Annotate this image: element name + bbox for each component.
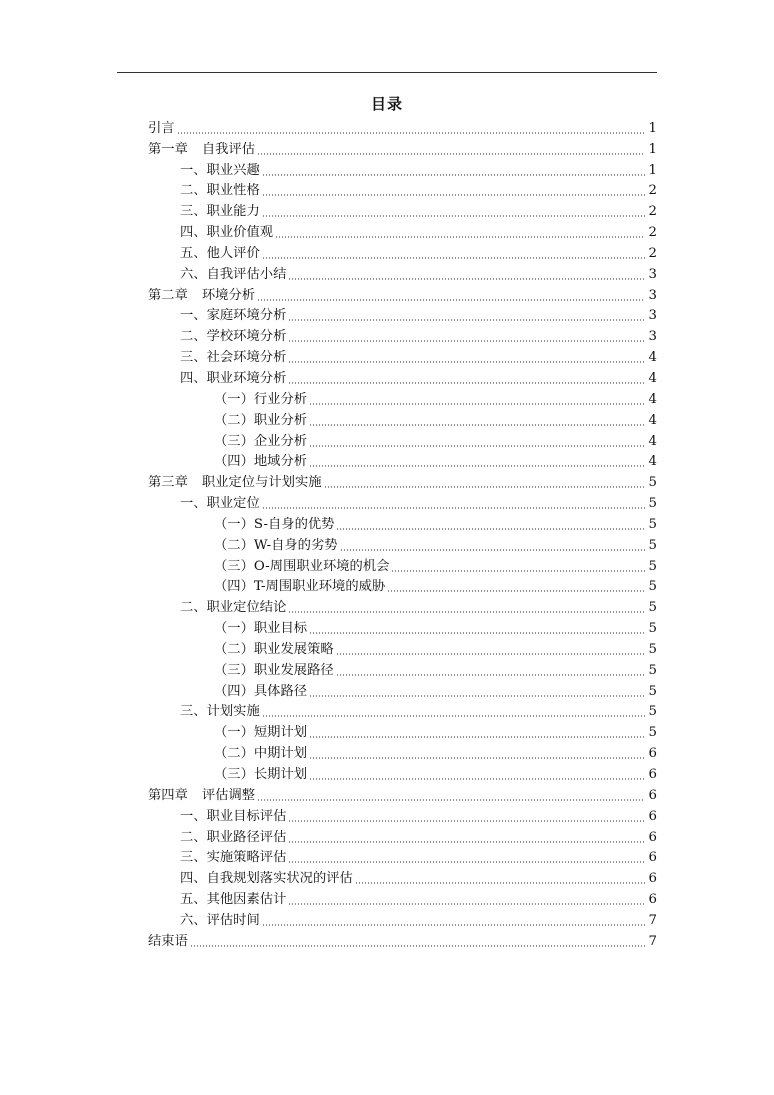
- toc-entry-page-number: 5: [648, 516, 657, 532]
- toc-entry-label: [214, 746, 307, 762]
- toc-entry-label: [214, 663, 334, 679]
- toc-entry-title: 四、自我规划落实状况的评估: [180, 871, 353, 887]
- toc-entry-page-number: 5: [648, 579, 657, 595]
- toc-entry-title: 三、实施策略评估: [180, 850, 287, 866]
- toc-entry-label: [148, 288, 255, 304]
- toc-entry-page-number: 6: [648, 746, 657, 762]
- toc-entry[interactable]: [148, 762, 657, 783]
- toc-entry[interactable]: [148, 533, 657, 554]
- dot-leader: [257, 799, 645, 801]
- toc-entry-title: （二）职业发展策略: [214, 641, 334, 657]
- toc-entry-label: [180, 496, 260, 512]
- toc-entry-title: （四）地域分析: [214, 454, 308, 470]
- toc-entry-page-number: 5: [648, 496, 657, 512]
- toc-entry[interactable]: [148, 429, 657, 450]
- toc-entry-label: [180, 371, 286, 387]
- toc-entry-label: [180, 830, 286, 846]
- toc-entry-title: 六、评估时间: [180, 912, 260, 928]
- toc-entry-title: （三）企业分析: [214, 433, 308, 449]
- toc-entry-title: 一、职业兴趣: [180, 162, 260, 178]
- toc-entry-title: （二）职业分析: [214, 412, 308, 428]
- toc-entry-page-number: 6: [648, 829, 657, 845]
- dot-leader: [262, 715, 645, 717]
- toc-entry-label: [180, 246, 260, 262]
- toc-entry-title: （四）T-周围职业环境的威胁: [214, 579, 386, 595]
- toc-entry-title: 六、自我评估小结: [180, 266, 287, 282]
- toc-entry-label: [214, 538, 338, 554]
- toc-entry-page-number: 4: [648, 370, 657, 386]
- toc-entry[interactable]: [148, 595, 657, 616]
- dot-leader: [288, 820, 645, 822]
- toc-entry-page-number: 5: [648, 725, 657, 741]
- toc-entry-page-number: 4: [648, 433, 657, 449]
- toc-entry-title: 三、职业能力: [180, 204, 260, 220]
- toc-entry-label: [180, 913, 260, 929]
- dot-leader: [387, 590, 645, 592]
- toc-entry-page-number: 7: [648, 933, 657, 949]
- toc-entry-label: [180, 871, 353, 887]
- toc-entry[interactable]: [148, 908, 657, 929]
- toc-entry-title: （四）具体路径: [214, 683, 308, 699]
- toc-entry-label: [148, 934, 188, 950]
- dot-leader: [324, 486, 645, 488]
- toc-entry[interactable]: [148, 825, 657, 846]
- toc-entry-page-number: 5: [648, 558, 657, 574]
- toc-entry-label: [214, 684, 307, 700]
- dot-leader: [336, 528, 645, 530]
- toc-entry-label: [148, 475, 322, 491]
- toc-entry-title: 第一章: [148, 141, 188, 157]
- dot-leader: [288, 611, 645, 613]
- toc-entry-label: [214, 454, 307, 470]
- toc-entry-title: 一、职业目标评估: [180, 808, 287, 824]
- toc-entry[interactable]: [148, 158, 657, 179]
- toc-entry[interactable]: [148, 804, 657, 825]
- toc-entry-label: [180, 204, 260, 220]
- toc-entry-label: [180, 163, 260, 179]
- dot-leader: [309, 445, 645, 447]
- toc-entry-title: （三）职业发展路径: [214, 662, 334, 678]
- toc-entry-title: （二）W-自身的劣势: [214, 537, 338, 553]
- toc-entry-title: 第四章: [148, 787, 188, 803]
- toc-entry-page-number: 4: [648, 454, 657, 470]
- toc-entry-page-number: 4: [648, 350, 657, 366]
- dot-leader: [288, 382, 645, 384]
- toc-entry-title: 三、社会环境分析: [180, 350, 287, 366]
- toc-entry[interactable]: [148, 866, 657, 887]
- toc-entry[interactable]: [148, 450, 657, 471]
- dot-leader: [288, 861, 645, 863]
- toc-entry-page-number: 6: [648, 871, 657, 887]
- toc-entry-label: [214, 559, 389, 575]
- toc-entry-label: [214, 392, 307, 408]
- header-rule: [117, 72, 657, 73]
- toc-entry-page-number: 5: [648, 662, 657, 678]
- dot-leader: [309, 778, 645, 780]
- toc-entry-title: 三、计划实施: [180, 704, 260, 720]
- dot-leader: [262, 194, 645, 196]
- toc-entry-title: 第二章: [148, 287, 188, 303]
- toc-entry-subtitle: 职业定位与计划实施: [201, 475, 322, 491]
- toc-entry-title: 二、职业定位结论: [180, 600, 287, 616]
- dot-leader: [336, 674, 645, 676]
- toc-entry-title: （二）中期计划: [214, 746, 308, 762]
- dot-leader: [309, 403, 645, 405]
- toc-entry-page-number: 7: [648, 912, 657, 928]
- toc-entry-title: （一）职业目标: [214, 621, 308, 637]
- toc-entry-page-number: 3: [648, 287, 657, 303]
- dot-leader: [262, 924, 645, 926]
- toc-entry-page-number: 2: [648, 245, 657, 261]
- toc-entry-subtitle: 评估调整: [201, 787, 256, 803]
- toc-entry-page-number: 5: [648, 641, 657, 657]
- toc-entry[interactable]: [148, 324, 657, 345]
- toc-entry[interactable]: [148, 470, 657, 491]
- toc-entry[interactable]: [148, 637, 657, 658]
- dot-leader: [262, 507, 645, 509]
- toc-entry-page-number: 5: [648, 683, 657, 699]
- toc-entry-label: [180, 809, 286, 825]
- toc-entry[interactable]: [148, 554, 657, 575]
- toc-entry-title: 五、他人评价: [180, 245, 260, 261]
- toc-entry-page-number: 6: [648, 767, 657, 782]
- toc-entry-page-number: 2: [648, 183, 657, 199]
- dot-leader: [262, 257, 645, 259]
- dot-leader: [257, 299, 645, 301]
- dot-leader: [309, 736, 645, 738]
- toc-entry[interactable]: [148, 575, 657, 596]
- toc-entry[interactable]: [148, 408, 657, 429]
- table-of-contents: [148, 116, 657, 950]
- toc-entry-title: 结束语: [148, 933, 188, 949]
- toc-entry-page-number: 5: [648, 600, 657, 616]
- toc-entry[interactable]: [148, 741, 657, 762]
- dot-leader: [288, 278, 645, 280]
- toc-entry-label: [180, 267, 286, 283]
- toc-entry-subtitle: 自我评估: [201, 141, 256, 157]
- toc-entry-page-number: 6: [648, 787, 657, 803]
- toc-entry[interactable]: [148, 387, 657, 408]
- toc-entry-label: [148, 788, 255, 804]
- toc-entry-label: [214, 767, 307, 783]
- toc-entry-label: [180, 308, 286, 324]
- toc-entry-title: （一）短期计划: [214, 725, 308, 741]
- toc-entry-label: [214, 413, 307, 429]
- toc-entry-page-number: 1: [648, 120, 657, 136]
- toc-entry-label: [180, 329, 286, 345]
- dot-leader: [340, 549, 645, 551]
- toc-entry-title: 引言: [148, 120, 175, 136]
- dot-leader: [309, 465, 645, 467]
- toc-entry-title: 二、学校环境分析: [180, 329, 287, 345]
- dot-leader: [177, 132, 645, 134]
- toc-entry[interactable]: [148, 512, 657, 533]
- dot-leader: [288, 841, 645, 843]
- toc-entry-title: 第三章: [148, 475, 188, 491]
- toc-entry-page-number: 6: [648, 892, 657, 908]
- dot-leader: [190, 945, 645, 947]
- toc-entry-title: 二、职业路径评估: [180, 829, 287, 845]
- dot-leader: [257, 153, 645, 155]
- toc-entry-label: [180, 225, 273, 241]
- dot-leader: [309, 424, 645, 426]
- toc-entry[interactable]: [148, 116, 657, 137]
- toc-entry-label: [214, 579, 385, 595]
- toc-entry-title: 四、职业环境分析: [180, 370, 287, 386]
- toc-entry-label: [148, 121, 175, 137]
- toc-entry-label: [214, 642, 334, 658]
- toc-entry-title: 五、其他因素估计: [180, 892, 287, 908]
- dot-leader: [288, 903, 645, 905]
- toc-entry-title: 一、家庭环境分析: [180, 308, 287, 324]
- dot-leader: [336, 653, 645, 655]
- toc-entry[interactable]: [148, 846, 657, 867]
- dot-leader: [288, 340, 645, 342]
- toc-entry-label: [148, 142, 255, 158]
- dot-leader: [288, 361, 645, 363]
- toc-entry-title: （一）行业分析: [214, 391, 308, 407]
- toc-entry-label: [214, 434, 307, 450]
- toc-entry[interactable]: [148, 929, 657, 950]
- toc-entry-page-number: 5: [648, 475, 657, 491]
- toc-entry-page-number: 5: [648, 704, 657, 720]
- toc-entry[interactable]: [148, 887, 657, 908]
- dot-leader: [391, 570, 645, 572]
- toc-entry[interactable]: [148, 304, 657, 325]
- toc-entry-page-number: 3: [648, 329, 657, 345]
- toc-entry-label: [180, 350, 286, 366]
- toc-entry-page-number: 2: [648, 204, 657, 220]
- toc-entry-label: [180, 183, 260, 199]
- toc-entry-page-number: 1: [648, 162, 657, 178]
- toc-title: 目录: [370, 95, 403, 113]
- toc-entry-page-number: 4: [648, 412, 657, 428]
- toc-entry-label: [214, 725, 307, 741]
- toc-entry-label: [214, 517, 334, 533]
- dot-leader: [309, 757, 645, 759]
- toc-entry[interactable]: [148, 262, 657, 283]
- toc-entry[interactable]: [148, 616, 657, 637]
- toc-entry-title: （一）S-自身的优势: [214, 516, 335, 532]
- toc-entry-page-number: 2: [648, 225, 657, 241]
- toc-entry[interactable]: [148, 179, 657, 200]
- toc-entry-label: [214, 621, 307, 637]
- toc-entry-page-number: 5: [648, 621, 657, 637]
- toc-entry[interactable]: [148, 220, 657, 241]
- dot-leader: [355, 882, 645, 884]
- toc-entry[interactable]: [148, 199, 657, 220]
- toc-entry[interactable]: [148, 366, 657, 387]
- dot-leader: [288, 319, 645, 321]
- toc-entry[interactable]: [148, 283, 657, 304]
- toc-entry-label: [180, 600, 286, 616]
- toc-entry-page-number: 1: [648, 141, 657, 157]
- dot-leader: [262, 174, 645, 176]
- toc-entry-label: [180, 704, 260, 720]
- toc-entry-title: 二、职业性格: [180, 183, 260, 199]
- toc-entry-page-number: 6: [648, 850, 657, 866]
- toc-entry[interactable]: [148, 491, 657, 512]
- toc-entry-page-number: 3: [648, 308, 657, 324]
- toc-entry-label: [180, 892, 286, 908]
- toc-entry[interactable]: [148, 345, 657, 366]
- toc-entry[interactable]: [148, 137, 657, 158]
- dot-leader: [309, 695, 645, 697]
- toc-entry-page-number: 6: [648, 808, 657, 824]
- toc-entry-title: （三）长期计划: [214, 767, 308, 782]
- toc-entry-label: [180, 850, 286, 866]
- toc-entry[interactable]: [148, 679, 657, 700]
- toc-entry-page-number: 5: [648, 537, 657, 553]
- dot-leader: [275, 236, 645, 238]
- toc-entry[interactable]: [148, 783, 657, 804]
- toc-entry[interactable]: [148, 720, 657, 741]
- toc-entry-title: （三）O-周围职业环境的机会: [214, 558, 390, 574]
- dot-leader: [309, 632, 645, 634]
- toc-entry[interactable]: [148, 241, 657, 262]
- toc-entry[interactable]: [148, 658, 657, 679]
- toc-entry[interactable]: [148, 700, 657, 721]
- toc-entry-subtitle: 环境分析: [201, 287, 256, 303]
- toc-entry-page-number: 3: [648, 266, 657, 282]
- toc-entry-title: 四、职业价值观: [180, 225, 274, 241]
- toc-entry-page-number: 4: [648, 391, 657, 407]
- dot-leader: [262, 215, 645, 217]
- toc-entry-title: 一、职业定位: [180, 496, 260, 512]
